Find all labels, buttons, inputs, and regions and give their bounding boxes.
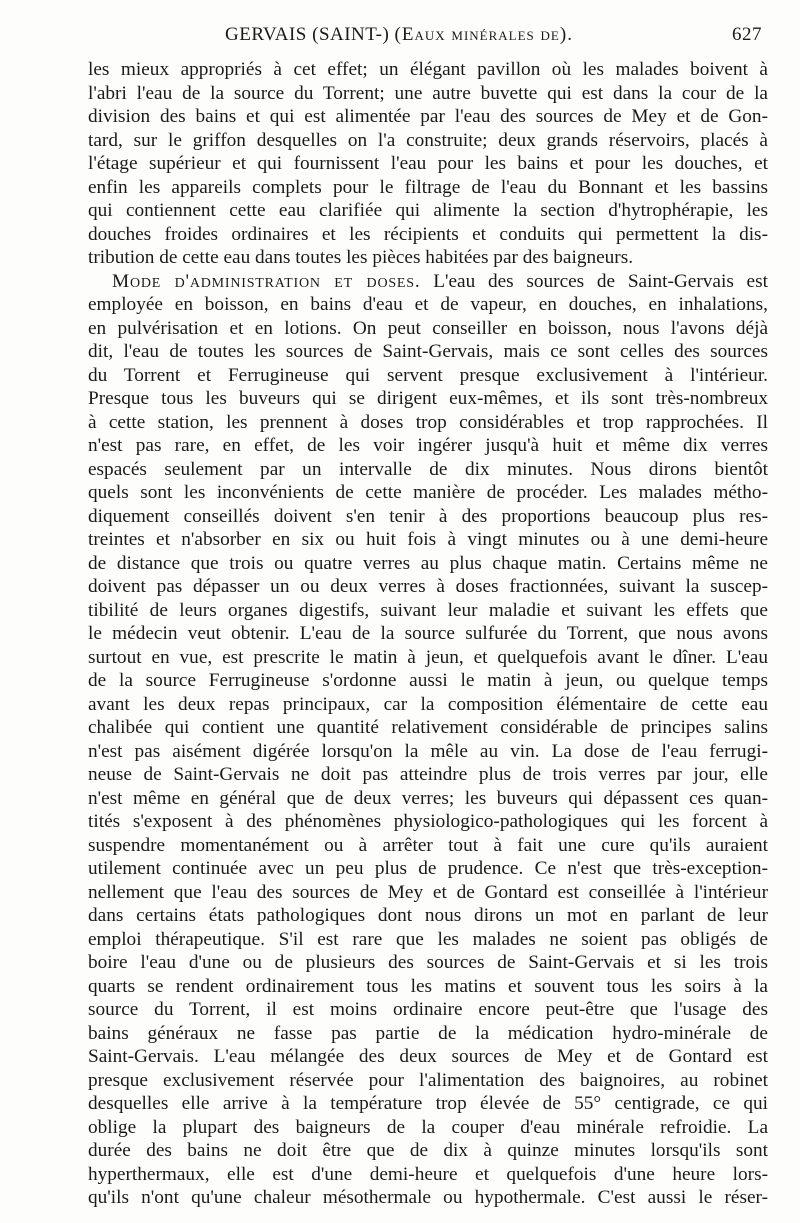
paragraph-1	[88, 58, 768, 270]
text-line: Saint-Gervais. L'eau mélangée des deux sources de Mey et de Gontard est	[88, 1046, 768, 1067]
text-line: en pulvérisation et en lotions. On peut conseiller en boisson, nous l'avons déjà	[88, 317, 768, 339]
text-line: tard, sur le griffon desquelles on l'a construite; deux grands réservoirs, placés à	[88, 129, 768, 151]
text-line: presque exclusivement réservée pour l'alimentation des baignoires, au robinet	[88, 1069, 768, 1091]
section-heading: Mode d'administration et doses.	[112, 270, 421, 292]
text-line: utilement continuée avec un peu plus de prudence. Ce n'est que très-exception-	[88, 858, 768, 879]
text-line: treintes et n'absorber en six ou huit fois à vingt minutes ou à une demi-heure	[88, 529, 768, 550]
text-line: du Torrent et Ferrugineuse qui servent presque exclusivement à l'intérieur.	[88, 364, 768, 386]
text-line: avant les deux repas principaux, car la composition élémentaire de cette eau	[88, 693, 768, 715]
running-header	[90, 24, 762, 52]
text-line: desquelles elle arrive à la température trop élevée de 55° centigrade, ce qui	[88, 1093, 768, 1114]
text-line: oblige la plupart des baigneurs de la couper d'eau minérale refroidie. La	[88, 1116, 768, 1138]
text-line: dans certains états pathologiques dont nous dirons un mot en parlant de leur	[88, 905, 768, 926]
text-line: tribution de cette eau dans toutes les pièces habitées par des baigneurs.	[88, 247, 634, 268]
text-line: tibilité de leurs organes digestifs, suivant leur maladie et suivant les effets que	[88, 599, 768, 621]
text-line: quarts se rendent ordinairement tous les matins et souvent tous les soirs à la	[88, 975, 768, 997]
section-first-line-text: L'eau des sources de Saint-Gervais est	[433, 270, 768, 292]
text-line: qu'ils n'ont qu'une chaleur mésothermale ou hypothermale. C'est aussi le réser-	[88, 1187, 768, 1208]
text-line: dit, l'eau de toutes les sources de Saint-Gervais, mais ce sont celles des sources	[88, 341, 768, 362]
text-line: n'est pas aisément digérée lorsqu'on la mêle au vin. La dose de l'eau ferrugi-	[88, 740, 768, 762]
paragraph-2	[88, 270, 768, 1210]
running-title	[225, 24, 573, 46]
text-line: quels sont les inconvénients de cette manière de procéder. Les malades métho-	[88, 482, 768, 503]
text-line: nellement que l'eau des sources de Mey et de Gontard est conseillée à l'intérieur	[88, 881, 768, 903]
text-line: employée en boisson, en bains d'eau et de vapeur, en douches, en inhalations,	[88, 294, 768, 315]
text-line: à cette station, les prennent à doses trop considérables et trop rapprochées. Il	[88, 411, 768, 433]
text-line: douches froides ordinaires et les récipients et conduits qui permettent la dis-	[88, 223, 768, 245]
text-line: n'est pas rare, en effet, de les voir ingérer jusqu'à huit et même dix verres	[88, 435, 768, 456]
text-line: doivent pas dépasser un ou deux verres à doses fractionnées, suivant la suscep-	[88, 576, 768, 597]
text-line: l'étage supérieur et qui fournissent l'eau pour les bains et pour les douches, et	[88, 153, 768, 174]
text-line: diquement conseillés doivent s'en tenir à des proportions beaucoup plus res-	[88, 505, 768, 527]
text-line: le médecin veut obtenir. L'eau de la source sulfurée du Torrent, que nous avons	[88, 623, 768, 644]
text-line: hyperthermaux, elle est d'une demi-heure et quelquefois d'une heure lors-	[88, 1163, 768, 1185]
text-line: les mieux appropriés à cet effet; un élégant pavillon où les malades boivent à	[88, 59, 768, 80]
text-line: l'abri l'eau de la source du Torrent; une autre buvette qui est dans la cour de la	[88, 82, 768, 104]
section-first-line	[88, 270, 768, 294]
text-line: boire l'eau d'une ou de plusieurs des sources de Saint-Gervais et si les trois	[88, 952, 768, 973]
body-text	[88, 58, 768, 1210]
text-line: division des bains et qui est alimentée par l'eau des sources de Mey et de Gon-	[88, 106, 768, 127]
page-number: 627	[732, 24, 762, 45]
text-line: de distance que trois ou quatre verres au plus chaque matin. Certains même ne	[88, 552, 768, 574]
text-line: espacés seulement par un intervalle de dix minutes. Nous dirons bientôt	[88, 458, 768, 480]
text-line: de la source Ferrugineuse s'ordonne aussi le matin à jeun, ou quelque temps	[88, 670, 768, 691]
text-line: chalibée qui contient une quantité relativement considérable de principes salins	[88, 717, 768, 738]
text-line: Presque tous les buveurs qui se dirigent eux-mêmes, et ils sont très-nombreux	[88, 388, 768, 409]
text-line: qui contiennent cette eau clarifiée qui alimente la section d'hytrophérapie, les	[88, 200, 768, 221]
text-line: durée des bains ne doit être que de dix à quinze minutes lorsqu'ils sont	[88, 1140, 768, 1161]
text-line: tités s'exposent à des phénomènes physiologico-pathologiques qui les forcent à	[88, 811, 768, 832]
text-line: surtout en vue, est prescrite le matin à jeun, et quelquefois avant le dîner. L'eau	[88, 646, 768, 668]
text-line: neuse de Saint-Gervais ne doit pas atteindre plus de trois verres par jour, elle	[88, 764, 768, 785]
running-title-subtitle: (Eaux minérales de).	[394, 24, 573, 45]
text-line: enfin les appareils complets pour le filtrage de l'eau du Bonnant et les bassins	[88, 176, 768, 198]
text-line: emploi thérapeutique. S'il est rare que les malades ne soient pas obligés de	[88, 928, 768, 950]
text-line: suspendre momentanément ou à arrêter tout à fait une cure qu'ils auraient	[88, 834, 768, 856]
text-line: source du Torrent, il est moins ordinaire encore peut-être que l'usage des	[88, 999, 768, 1020]
running-title-main: GERVAIS (SAINT-)	[225, 24, 390, 45]
text-line: n'est même en général que de deux verres; les buveurs qui dépassent ces quan-	[88, 787, 768, 809]
text-line: bains généraux ne fasse pas partie de la médication hydro-minérale de	[88, 1022, 768, 1044]
